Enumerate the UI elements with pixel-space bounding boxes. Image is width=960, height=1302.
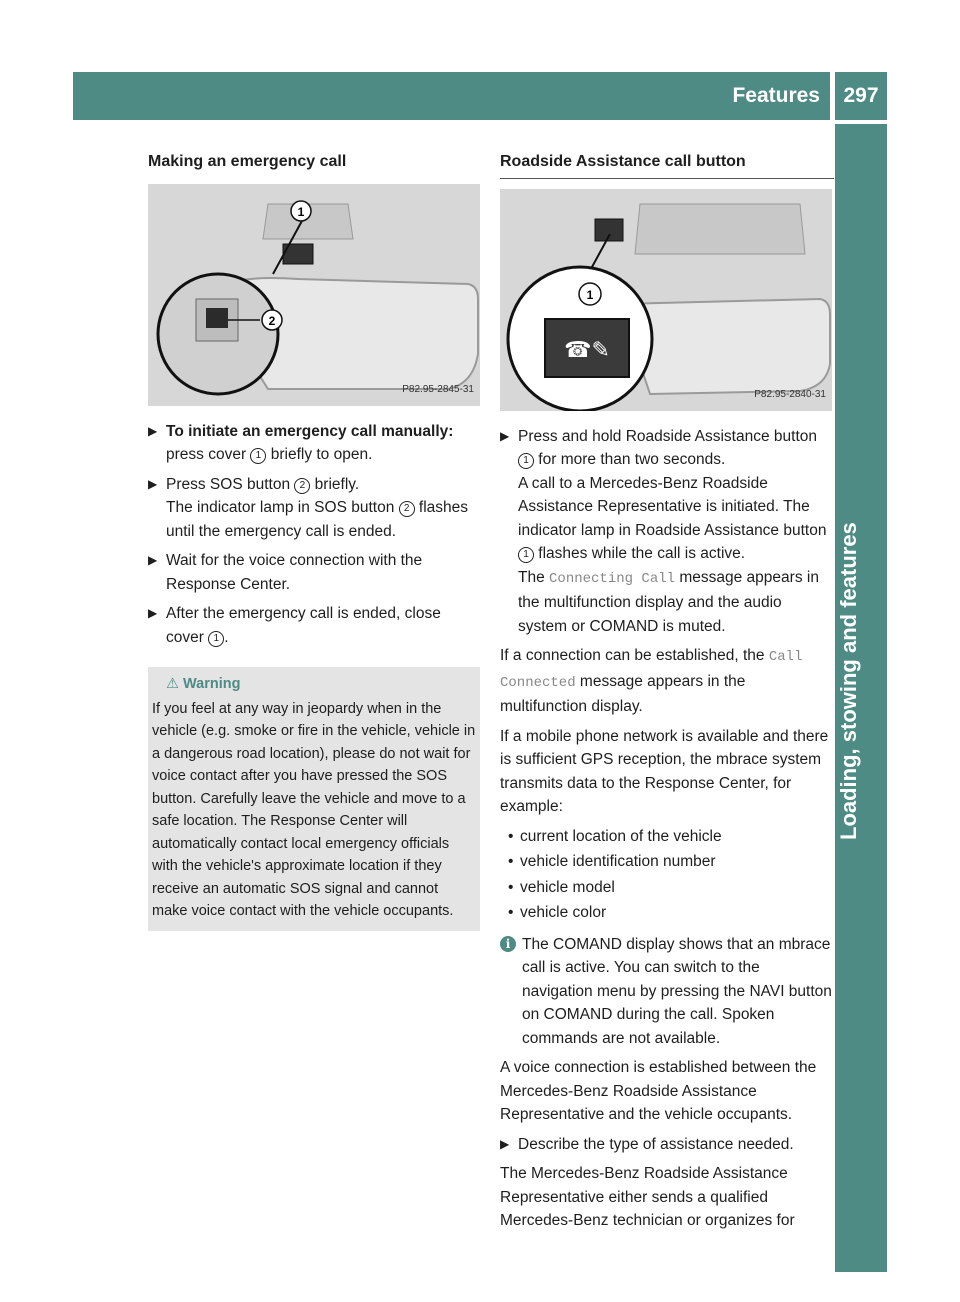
warning-triangle-icon: ⚠ bbox=[166, 676, 179, 692]
callout-number: 1 bbox=[208, 631, 224, 647]
step-text: Describe the type of assistance needed. bbox=[518, 1135, 794, 1153]
info-note bbox=[500, 933, 834, 1051]
step-text: message appears in the multifunction display and the audio system or COMAND is muted. bbox=[518, 568, 819, 635]
para-text: If a connection can be established, the bbox=[500, 647, 769, 664]
arrow-icon: ▶ bbox=[500, 428, 510, 443]
step-text: Press SOS button bbox=[166, 475, 295, 493]
step-text: flashes until the emergency call is ended. bbox=[166, 499, 469, 540]
svg-text:2: 2 bbox=[268, 313, 276, 328]
bullet-icon: • bbox=[508, 827, 514, 845]
step-text: Press and hold Roadside Assistance button bbox=[518, 427, 817, 445]
step-text: briefly to open. bbox=[266, 446, 373, 463]
header-bar bbox=[73, 72, 830, 120]
step-text: press cover bbox=[166, 446, 251, 463]
step-text: A call to a Mercedes-Benz Roadside Assistance Representative is initiated. The indicator lamp in Roadside Assistance button bbox=[518, 474, 827, 539]
bullet-icon: • bbox=[508, 904, 514, 921]
para-text: message appears in the multifunction display. bbox=[500, 672, 746, 715]
step-text: . bbox=[224, 628, 229, 646]
warning-heading bbox=[152, 673, 476, 696]
step-text: After the emergency call is ended, close cover bbox=[166, 605, 441, 646]
overhead-console-illustration bbox=[148, 184, 480, 406]
display-message: Connecting Call bbox=[549, 570, 676, 587]
callout-number: 2 bbox=[399, 501, 415, 517]
step-open-cover bbox=[148, 420, 480, 467]
paragraph-data-transmit: If a mobile phone network is available and there is sufficient GPS reception, the mbrace system transmits data to the Response Center, for example: bbox=[500, 727, 829, 815]
display-message: Call Connected bbox=[500, 649, 803, 691]
figure-code: P82.95-2840-31 bbox=[754, 389, 826, 400]
step-wait bbox=[148, 549, 480, 596]
step-text: The bbox=[518, 568, 550, 586]
warning-box bbox=[148, 667, 480, 931]
list-item bbox=[500, 825, 834, 849]
step-describe bbox=[500, 1133, 834, 1157]
step-text: The indicator lamp in SOS button bbox=[166, 499, 399, 516]
callout-number: 2 bbox=[294, 478, 310, 494]
warning-text: If you feel at any way in jeopardy when in the vehicle (e.g. smoke or fire in the vehicle, vehicle in a dangerous road location), please do not wait for voice contact after you have pressed the SOS button. Carefully leave the vehicle and move to a safe location. The Response Center will automatically contact local emergency officials with the vehicle's approximate location if they receive an automatic SOS signal and cannot make voice contact with the vehicle occupants. bbox=[152, 700, 476, 919]
step-close-cover bbox=[148, 602, 480, 649]
callout-number: 1 bbox=[518, 547, 534, 563]
list-item bbox=[500, 876, 834, 900]
step-press-sos bbox=[148, 473, 480, 544]
svg-text:1: 1 bbox=[586, 287, 594, 302]
step-text: flashes while the call is active. bbox=[534, 545, 746, 562]
info-text: The COMAND display shows that an mbrace call is active. You can switch to the navigation menu by pressing the NAVI button on COMAND during the call. Spoken commands are not available. bbox=[522, 935, 832, 1047]
paragraph-connection bbox=[500, 644, 834, 719]
right-column bbox=[500, 150, 834, 1239]
step-bold: To initiate an emergency call manually: bbox=[166, 422, 454, 440]
list-item bbox=[500, 850, 834, 874]
arrow-icon: ▶ bbox=[148, 423, 158, 438]
bullet-icon: • bbox=[508, 853, 514, 870]
arrow-icon: ▶ bbox=[148, 606, 158, 620]
arrow-icon: ▶ bbox=[500, 1136, 510, 1151]
svg-text:☎✎: ☎✎ bbox=[564, 337, 610, 363]
emergency-button-figure bbox=[148, 184, 480, 406]
bullet-text: vehicle model bbox=[520, 878, 615, 896]
paragraph-representative: The Mercedes-Benz Roadside Assistance Representative either sends a qualified Mercedes-Benz technician or organizes for bbox=[500, 1165, 795, 1229]
page-number: 297 bbox=[843, 84, 879, 107]
step-press-hold bbox=[500, 425, 834, 639]
svg-text:1: 1 bbox=[297, 204, 305, 219]
callout-number: 1 bbox=[250, 448, 266, 464]
side-tab-label: Loading, stowing and features bbox=[836, 522, 861, 840]
figure-code: P82.95-2845-31 bbox=[402, 384, 474, 395]
paragraph-voice-connection: A voice connection is established between the Mercedes-Benz Roadside Assistance Representative and the vehicle occupants. bbox=[500, 1059, 817, 1123]
roadside-button-figure bbox=[500, 189, 832, 411]
step-text: for more than two seconds. bbox=[534, 451, 726, 468]
bullet-icon: • bbox=[508, 878, 514, 896]
step-text: Wait for the voice connection with the Response Center. bbox=[166, 552, 423, 593]
arrow-icon: ▶ bbox=[148, 553, 158, 567]
side-block bbox=[835, 1220, 887, 1272]
bullet-text: current location of the vehicle bbox=[520, 827, 722, 845]
warning-title: Warning bbox=[183, 676, 241, 692]
bullet-text: vehicle color bbox=[520, 904, 607, 921]
roadside-console-illustration bbox=[500, 189, 832, 411]
info-icon: i bbox=[500, 936, 516, 952]
step-text: briefly. bbox=[310, 475, 360, 493]
left-column bbox=[148, 150, 480, 931]
page-header-title: Features bbox=[732, 84, 820, 107]
arrow-icon: ▶ bbox=[148, 476, 158, 491]
section-heading-emergency: Making an emergency call bbox=[148, 153, 347, 170]
list-item bbox=[500, 901, 834, 925]
section-heading-roadside: Roadside Assistance call button bbox=[500, 150, 834, 179]
bullet-text: vehicle identification number bbox=[520, 853, 716, 870]
callout-number: 1 bbox=[518, 453, 534, 469]
